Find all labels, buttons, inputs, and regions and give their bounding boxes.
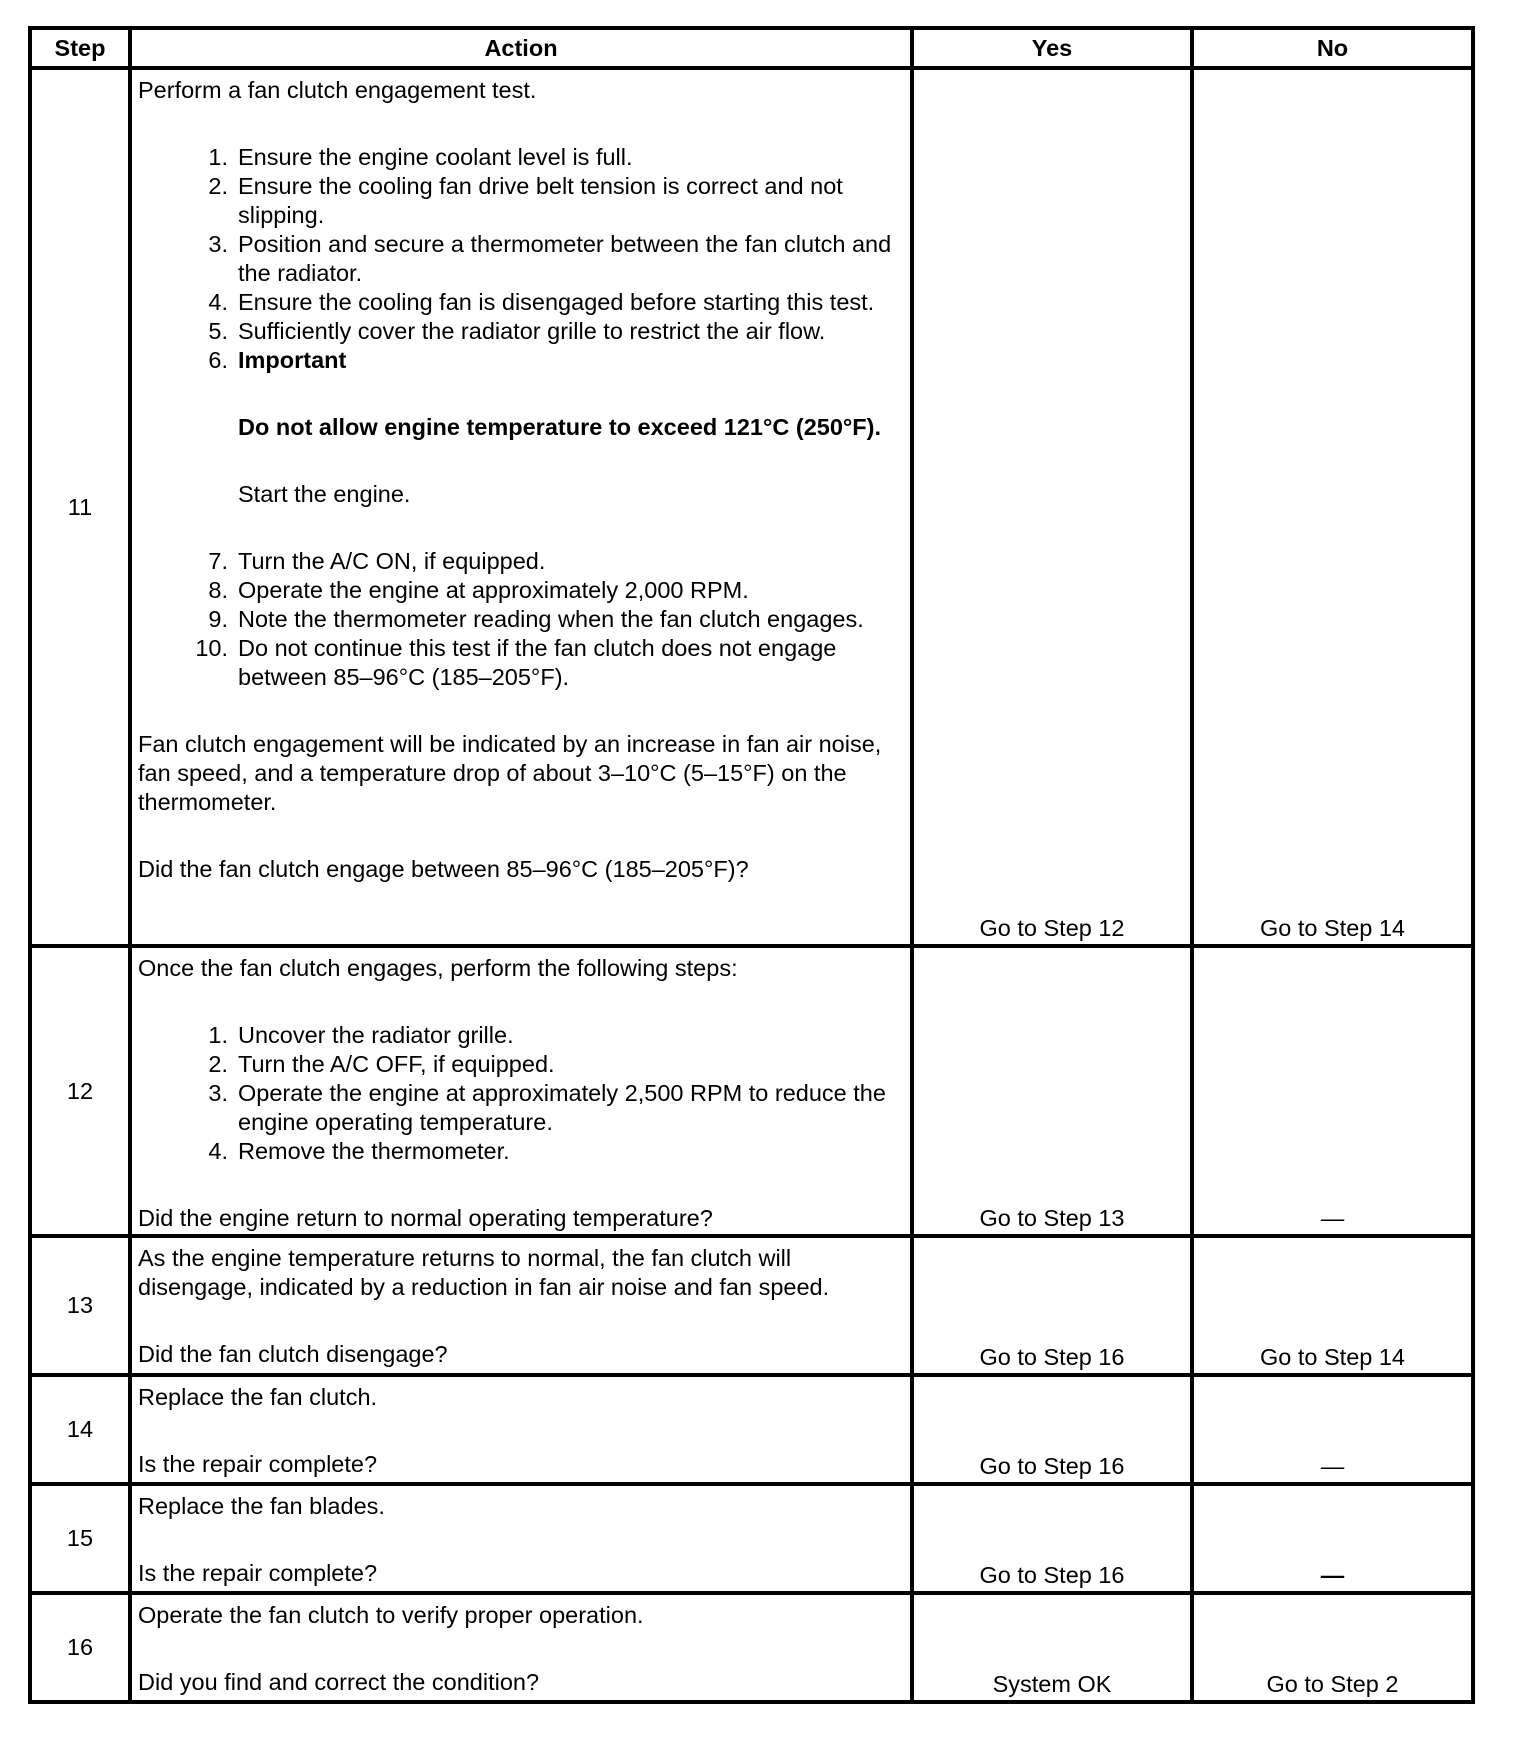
list-item: 5. Sufficiently cover the radiator grille to restrict the air flow. <box>208 318 826 344</box>
start-engine-text: Start the engine. <box>238 481 411 507</box>
step-number: 12 <box>30 946 130 1236</box>
list-item: 3. Position and secure a thermometer between the fan clutch and the radiator. <box>208 231 892 286</box>
important-note: Do not allow engine temperature to exceed 121°C (250°F). <box>238 414 882 440</box>
procedure-list <box>138 143 902 692</box>
yes-cell: Go to Step 13 <box>912 946 1192 1236</box>
list-item: 8. Operate the engine at approximately 2,000 RPM. <box>208 577 749 603</box>
list-item: 4. Ensure the cooling fan is disengaged before starting this test. <box>208 289 875 315</box>
step-number: 13 <box>30 1236 130 1375</box>
table-row <box>30 1484 1473 1593</box>
list-item: 4. Remove the thermometer. <box>208 1138 510 1164</box>
no-cell: — <box>1192 946 1473 1236</box>
action-question: Did the engine return to normal operating temperature? <box>138 1205 713 1231</box>
step-number: 15 <box>30 1484 130 1593</box>
table-row <box>30 946 1473 1236</box>
action-cell <box>130 1484 912 1593</box>
no-cell: Go to Step 2 <box>1192 1593 1473 1702</box>
step-number: 14 <box>30 1375 130 1484</box>
list-item: 2. Turn the A/C OFF, if equipped. <box>208 1051 555 1077</box>
header-no: No <box>1192 28 1473 68</box>
header-action: Action <box>130 28 912 68</box>
action-intro: Once the fan clutch engages, perform the following steps: <box>138 955 738 981</box>
table-header-row <box>30 28 1473 68</box>
step-number: 11 <box>30 68 130 946</box>
list-item: 9. Note the thermometer reading when the fan clutch engages. <box>208 606 864 632</box>
action-cell <box>130 1375 912 1484</box>
no-cell: — <box>1192 1375 1473 1484</box>
yes-cell: Go to Step 16 <box>912 1484 1192 1593</box>
no-cell: Go to Step 14 <box>1192 68 1473 946</box>
table-row <box>30 68 1473 946</box>
header-step: Step <box>30 28 130 68</box>
action-cell <box>130 1593 912 1702</box>
table-row <box>30 1236 1473 1375</box>
procedure-list <box>138 1021 902 1166</box>
action-intro: Operate the fan clutch to verify proper operation. <box>138 1602 644 1628</box>
action-question: Did the fan clutch engage between 85–96°C (185–205°F)? <box>138 856 749 882</box>
action-cell <box>130 68 912 946</box>
yes-cell: System OK <box>912 1593 1192 1702</box>
action-cell <box>130 946 912 1236</box>
list-item: 10. Do not continue this test if the fan clutch does not engage between 85–96°C (185–205°F). <box>195 635 837 690</box>
table-row <box>30 1593 1473 1702</box>
list-item: 6. Important <box>208 347 347 373</box>
yes-cell: Go to Step 16 <box>912 1375 1192 1484</box>
list-item: 3. Operate the engine at approximately 2,500 RPM to reduce the engine operating temperature. <box>208 1080 886 1135</box>
action-intro: Replace the fan clutch. <box>138 1384 378 1410</box>
action-intro: Perform a fan clutch engagement test. <box>138 77 537 103</box>
action-intro: As the engine temperature returns to normal, the fan clutch will disengage, indicated by a reduction in fan air noise and fan speed. <box>138 1245 830 1300</box>
action-question: Is the repair complete? <box>138 1560 378 1586</box>
header-yes: Yes <box>912 28 1192 68</box>
list-item: 1. Uncover the radiator grille. <box>208 1022 514 1048</box>
yes-cell: Go to Step 12 <box>912 68 1192 946</box>
no-cell: Go to Step 14 <box>1192 1236 1473 1375</box>
list-item: 7. Turn the A/C ON, if equipped. <box>208 548 546 574</box>
action-question: Did the fan clutch disengage? <box>138 1341 448 1367</box>
action-question: Is the repair complete? <box>138 1451 378 1477</box>
no-cell: — <box>1192 1484 1473 1593</box>
action-cell <box>130 1236 912 1375</box>
action-question: Did you find and correct the condition? <box>138 1669 540 1695</box>
yes-cell: Go to Step 16 <box>912 1236 1192 1375</box>
list-item: 1. Ensure the engine coolant level is full. <box>208 144 633 170</box>
action-intro: Replace the fan blades. <box>138 1493 385 1519</box>
step-number: 16 <box>30 1593 130 1702</box>
important-block <box>138 375 902 547</box>
diagnostic-table <box>28 26 1475 1704</box>
list-item: 2. Ensure the cooling fan drive belt tension is correct and not slipping. <box>208 173 843 228</box>
table-row <box>30 1375 1473 1484</box>
engagement-note: Fan clutch engagement will be indicated by an increase in fan air noise, fan speed, and a temperature drop of about 3–10°C (5–15°F) on the thermometer. <box>138 731 882 815</box>
